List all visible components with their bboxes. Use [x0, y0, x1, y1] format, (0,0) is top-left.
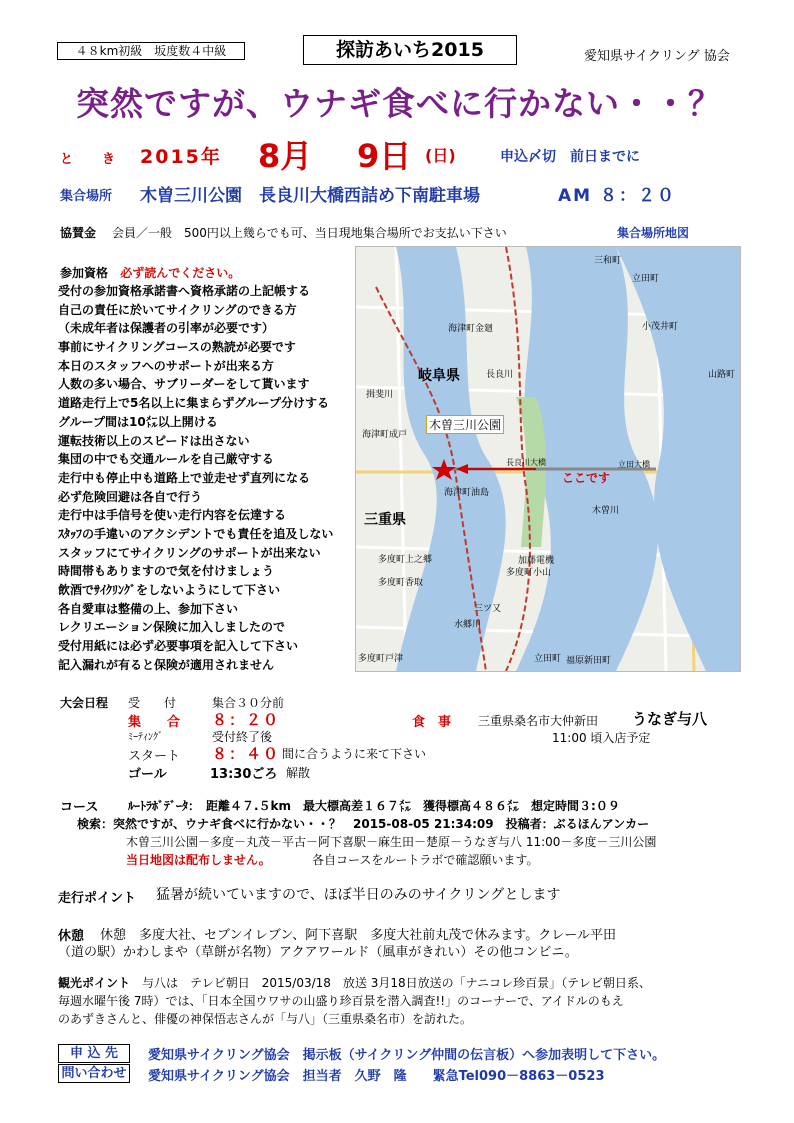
map-place: 多度町小山 [506, 568, 552, 578]
meeting-place-map[interactable] [355, 246, 741, 672]
goal-note: 解散 [286, 766, 311, 780]
list-item: 記入漏れが有ると保険が適用されません [58, 657, 275, 672]
place-label: 集合場所 [60, 189, 113, 204]
sightseeing-label: 観光ポイント [58, 976, 131, 990]
map-place: 海津町金廻 [448, 324, 494, 334]
date-label: と き [60, 152, 124, 167]
grade-badge: ４８km初級 坂度数４中級 [57, 42, 245, 60]
date-day: 9日 [357, 137, 412, 175]
list-item: 時間帯もありますので気を付けましょう [58, 564, 275, 579]
map-place: 多度町上之郷 [378, 555, 433, 565]
sightseeing-line1: 与八は テレビ朝日 2015/03/18 放送 3月18日放送の「ナニコレ珍百景」（テレビ朝日系、 [142, 976, 651, 990]
map-place: 山路町 [708, 370, 736, 380]
date-year: 2015年 [140, 146, 222, 168]
must-read-note: 必ず読んでください。 [120, 266, 241, 280]
reception-text: 集合３０分前 [212, 696, 285, 710]
qualification-heading [60, 264, 240, 281]
map-label-mie: 三重県 [364, 512, 406, 528]
meal-time: 11:00 頃入店予定 [552, 731, 651, 745]
map-place: 小茂井町 [642, 322, 679, 332]
place-time: AM ８：２０ [558, 186, 676, 206]
date-month: 8月 [258, 137, 313, 175]
list-item: 運転技術以上のスピードは出さない [58, 433, 250, 448]
meal-name: うなぎ与八 [632, 710, 708, 728]
meal-place: 三重県桑名市大仲新田 [478, 714, 599, 728]
deadline: 申込〆切 前日までに [500, 149, 640, 165]
start-note: 間に合うように来て下さい [282, 747, 427, 761]
list-item: 事前にサイクリングコースの熟読が必要です [58, 340, 296, 355]
list-item: 走行中は手信号を使い走行内容を伝達する [58, 508, 287, 523]
map-label-here: ここです [562, 471, 611, 485]
fee-text: 会員／一般 500円以上幾らでも可、当日現地集合場所でお支払い下さい [112, 226, 507, 240]
course-label: コース [60, 800, 99, 815]
map-place: 立田大橋 [618, 460, 650, 469]
list-item: 走行中も停止中も道路上で並走せず直列になる [58, 470, 311, 485]
list-item: スタッフにてサイクリングのサポートが出来ない [58, 545, 321, 560]
map-place: 長良川 [486, 370, 514, 380]
map-place: 多度町香取 [378, 578, 424, 588]
map-place: 立田町 [632, 274, 660, 284]
sightseeing-line3: のあずきさんと、俳優の神保悟志さんが「与八」（三重県桑名市）を訪れた。 [58, 1012, 473, 1026]
rest-label: 休憩 [58, 929, 85, 944]
list-item: 受付の参加資格承諾書へ資格承諾の上記帳する [58, 284, 311, 298]
list-item: 飲酒でｻｲｸﾘﾝｸﾞをしないようにして下さい [58, 583, 281, 597]
map-place: 海津町成戸 [362, 430, 408, 440]
map-place: 立田町 [534, 654, 562, 664]
course-data: ﾙｰﾄﾗﾎﾞﾃﾞｰﾀ： 距離４７.５km 最大標高差１６７㍍ 獲得標高４８６㍍ 想定時間３:０９ [128, 799, 620, 813]
map-place: 海津町油島 [444, 488, 490, 498]
list-item: 集団の中でも交通ルールを自己厳守する [58, 452, 274, 467]
list-item: レクリエーション保険に加入しましたので [58, 620, 286, 635]
rest-line1: 休憩 多度大社、セブンイレブン、阿下喜駅 多度大社前丸茂で休みます。クレール平田 [100, 928, 616, 943]
event-title: 探訪あいち2015 [303, 35, 517, 65]
assemble-label: 集 合 [128, 715, 181, 730]
apply-text: 愛知県サイクリング協会 掲示板（サイクリング仲間の伝言板）へ参加表明して下さい。 [148, 1048, 666, 1063]
sightseeing-line2: 毎週水曜午後 7時）では、「日本全国ウワサの山盛り珍百景を潜入調査!!」のコーナーで、アイドルのもえ [58, 994, 624, 1008]
map-place: 三ツ又 [474, 604, 502, 614]
assemble-time: ８：２０ [212, 711, 281, 729]
course-note: 各自コースをルートラボで確認願います。 [312, 853, 539, 867]
goal-time: 13:30ごろ [210, 767, 278, 782]
meeting-text: 受付終了後 [212, 730, 273, 744]
start-label: スタート [128, 749, 181, 764]
start-time: ８：４０ [212, 745, 281, 763]
list-item: 道路走行上で5名以上に集まらずグループ分けする [58, 396, 330, 411]
apply-label: 申 込 先 [58, 1044, 130, 1063]
list-item: 受付用紙には必ず必要事項を記入して下さい [58, 639, 299, 654]
list-item: 本日のスタッフへのサポートが出来る方 [58, 358, 274, 373]
points-text: 猛暑が続いていますので、ほぼ半日のみのサイクリングとします [156, 887, 561, 903]
list-item: 自己の責任に於いてサイクリングのできる方 [58, 302, 297, 317]
list-item: 各自愛車は整備の上、参加下さい [58, 601, 239, 616]
course-warning: 当日地図は配布しません。 [126, 853, 271, 867]
place-name: 木曽三川公園 長良川大橋西詰め下南駐車場 [140, 186, 480, 206]
map-place: 福原新田町 [566, 656, 612, 666]
map-place: 水郷川 [454, 620, 482, 630]
map-place: 加藤電機 [518, 556, 555, 566]
qualification-label: 参加資格 [60, 266, 109, 280]
meeting-label: ﾐｰﾃｨﾝｸﾞ [128, 732, 163, 743]
main-title: 突然ですが、ウナギ食べに行かない・・？ [76, 84, 722, 123]
course-search: 検索：突然ですが、ウナギ食べに行かない・・？ 2015-08-05 21:34:09 投稿者：ぶるほんアンカー [77, 817, 650, 831]
map-place: 揖斐川 [366, 390, 394, 400]
map-label: 集合場所地図 [617, 226, 690, 240]
points-label: 走行ポイント [58, 891, 137, 906]
map-label-park: 木曽三川公園 [426, 415, 504, 434]
map-place: 木曽川 [592, 506, 620, 516]
contact-text: 愛知県サイクリング協会 担当者 久野 隆 緊急Tel090－8863－0523 [148, 1069, 605, 1084]
list-item: （未成年者は保護者の引率が必要です） [58, 321, 275, 336]
schedule-label: 大会日程 [60, 696, 109, 710]
map-place: 三和町 [594, 256, 622, 266]
course-route: 木曽三川公園－多度－丸茂－平古－阿下喜駅－麻生田－楚原－うなぎ与八 11:00－多度－三川公園 [126, 835, 657, 849]
date-weekday: (日) [425, 146, 456, 165]
rest-line2: （道の駅）かわしまや（草餅が名物）アクアワールド（風車がきれい）その他コンビニ。 [58, 945, 578, 960]
map-place: 多度町戸津 [358, 654, 404, 664]
qualification-list [58, 282, 333, 674]
list-item: 人数の多い場合、サブリーダーをして貰います [58, 377, 310, 392]
map-place: 長良川大橋 [506, 458, 546, 467]
contact-label: 問い合わせ [58, 1064, 130, 1083]
map-graphic [356, 247, 740, 671]
list-item: ｽﾀｯﾌの手違いのアクシデントでも責任を追及しない [58, 526, 334, 541]
list-item: グループ間は10㍍以上開ける [58, 414, 218, 429]
meal-label: 食 事 [412, 715, 452, 730]
map-label-gifu: 岐阜県 [418, 368, 460, 384]
list-item: 必ず危険回避は各自で行う [58, 489, 203, 504]
fee-label: 協賛金 [60, 226, 97, 240]
goal-label: ゴール [128, 767, 167, 782]
organizer: 愛知県サイクリング 協会 [584, 49, 730, 64]
reception-label: 受 付 [128, 696, 177, 710]
